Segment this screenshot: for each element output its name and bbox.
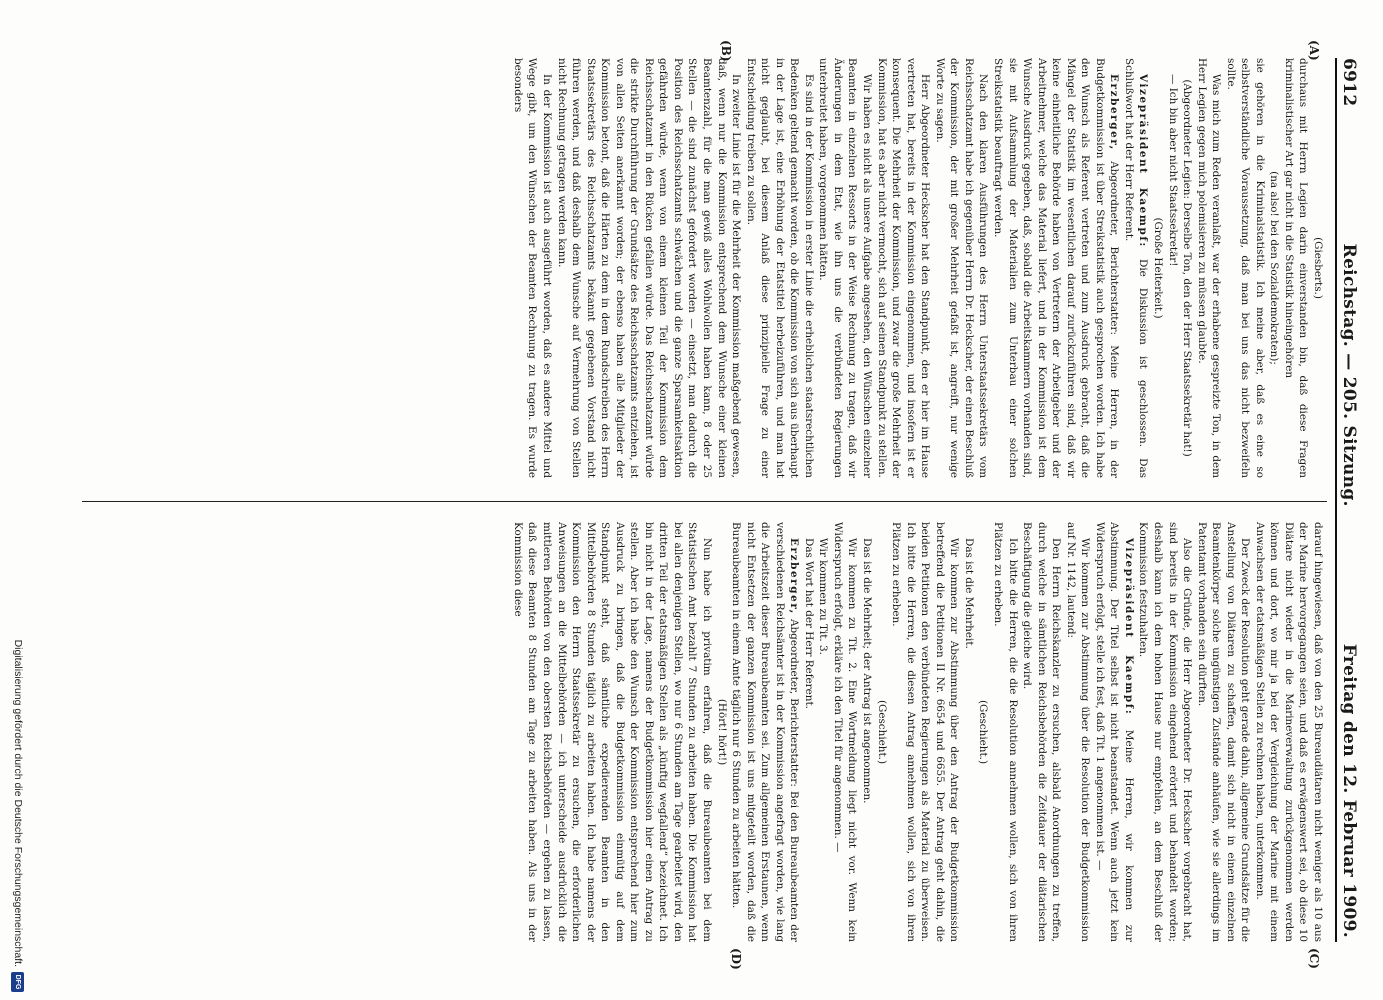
dfg-logo: DFG — [12, 972, 25, 992]
paragraph — [510, 522, 714, 942]
paragraph-text: (Geschieht.) — [875, 699, 888, 765]
page-date: Freitag den 12. Februar 1909. — [1339, 643, 1359, 938]
paragraph-text: — Ich bin aber nicht Staatssekretär! — [1166, 74, 1179, 267]
paragraph — [961, 522, 976, 942]
paragraph-text: Also die Gründe, die Herr Abgeordneter Dr. Heckscher vorgebracht hat, sind bereits in der Kommission eingehend erörtert und behandelt worden; deshalb kann ich dem hohen Hause nur empfehlen, an dem Beschluß der Kommission festzuhalten. — [1137, 522, 1194, 942]
speaker-name: Erzberger, — [788, 538, 801, 615]
paragraph — [990, 58, 1121, 478]
margin-marker-c: (C) — [1307, 948, 1321, 969]
paragraph-text: (Abgeordneter Legien: Derselbe Ton, den der Herr Staatssekretär hat!) — [1181, 79, 1194, 457]
paragraph-text: Es sind in der Kommission in erster Linie die erheblichen staatsrechtlichen Bedenken geltend gemacht worden, ob die Kommission von sich aus überhaupt in der Lage ist, eine Erhöhung der Etatstitel herbeizuführen, und man hat nicht geglaubt, bei diesem Anlaß diese prinzipielle Frage zu einer Entscheidung treiben zu sollen. — [744, 58, 815, 478]
paragraph — [1267, 58, 1282, 478]
paragraph-text: Abgeordneter, Berichterstatter: Bei den Bureaubeamten der verschiedenen Reichsämter ist in der Kommission angefragt worden, wie lang die Arbeitszeit dieser Bureaubeamten sei. Zum allgemeinen Erstaunen, wenn nicht Entsetzen der ganzen Kommission ist uns mitgeteilt worden, daß die Bureaubeamten in einem Amte täglich nur 6 Stunden zu arbeiten hätten. — [730, 522, 801, 942]
page-title: Reichstag. — 205. Sitzung. — [1339, 243, 1359, 507]
paragraph — [860, 522, 875, 942]
paragraph-text: darauf hingewiesen, daß von den 25 Bureaudiätaren nicht weniger als 10 aus der Marine hervorgegangen seien, und daß es erwägenswert sei, ob diese 10 Diätare nicht wieder in die Marineverwaltung zurückgenommen werden können und dort, wo mir ja bei der Vergleichung der Marine mit einem Anwachsen der etatsmäßigen Stellen zu rechnen haben, unterkommen. — [1253, 522, 1324, 942]
paragraph-text: Nach den klaren Ausführungen des Herrn Unterstaatssekretärs vom Reichsschatzamt habe ich gegenüber Herrn Dr. Heckscher, der einen Beschluß der Kommission, der mit großer Mehrheit gefaßt ist, angreift, nur wenige Worte zu sagen. — [933, 58, 990, 478]
text-column-right — [510, 522, 1325, 942]
paragraph — [990, 522, 1019, 942]
paragraph — [510, 58, 554, 478]
paragraph-text: Wir kommen zu Tit. 2. Eine Wortmeldung liegt nicht vor. Wenn kein Widerspruch erfolgt, erkläre ich den Titel für angenommen. — — [831, 522, 859, 942]
column-divider — [82, 501, 1327, 502]
paragraph-text: (Giesberts.) — [1312, 237, 1324, 299]
paragraph-text: Die Diskussion ist geschlossen. Das Schlußwort hat der Herr Referent. — [1122, 58, 1150, 478]
paragraph — [1310, 58, 1325, 478]
paragraph — [743, 58, 816, 478]
paragraph-text: Wir kommen zur Abstimmung über den Antrag der Budgetkommission betreffend die Petitionen II Nr. 6654 und 6655. Der Antrag geht dahin, die beiden Petitionen den verbündeten Regierungen als Material zu überweisen. Ich bitte die Herren, die diesen Antrag annehmen wollen, sich von ihren Plätzen zu erheben. — [890, 522, 961, 942]
text-column-left — [510, 58, 1325, 478]
paragraph-text: (Hört! hört!) — [715, 698, 728, 766]
paragraph — [874, 522, 889, 942]
paragraph — [1121, 58, 1150, 478]
paragraph — [1180, 58, 1195, 478]
paragraph — [1165, 58, 1180, 478]
paragraph-text: Nun habe ich privatim erfahren, daß die Bureaubeamten bei dem Statistischen Amt bezahlt 7 Stunden zu arbeiten haben. Die Kommission hat bei allen denjenigen Stellen, wo nur 6 Stunden am Tage gearbeitet wird, den dritten Teil der etatsmäßigen Stellen als „künftig wegfallend“ bezeichnet. Ich bin nicht in der Lage, namens der Budgetkommission hier einen Antrag zu stellen. Aber ich habe den Wunsch der Kommission entsprechend hier zum Ausdruck zu bringen, daß die Budgetkommission einmütig auf dem Standpunkt steht, daß sämtliche expedierenden Beamten in den Mittelbehörden 8 Stunden täglich zu arbeiten haben. Ich habe namens der Kommission den Herrn Staatssekretär zu ersuchen, die erforderlichen Anweisungen an die Mittelbehörden — ich unterscheide ausdrücklich die mittleren Behörden von den obersten Reichsbehörden — ergehen zu lassen, daß diese Beamten 8 Stunden am Tage zu arbeiten haben. Als uns in der Kommission diese — [511, 522, 714, 942]
paragraph-text: Was mich zum Reden veranlaßt, war der erhabene gespreizte Ton, in dem Herr Legien gegen mich polemisieren zu müssen glaubte. — [1195, 58, 1223, 478]
paragraph — [1063, 522, 1092, 942]
paragraph-text: Den Herrn Reichskanzler zu ersuchen, alsbald Anordnungen zu treffen, durch welche in sämtlichen Reichsbehörden die Zeitdauer der diätarischen Beschäftigung die gleiche wird. — [1021, 522, 1063, 942]
paragraph-text: Wir haben es nicht als unsere Aufgabe angesehen, den Wünschen einzelner Beamten in einzelnen Ressorts in der Weise Rechnung zu tragen, daß wir Änderungen in dem Etat, wie ihn uns die verbündeten Regierungen unterbreitet haben, vorgenommen hätten. — [817, 58, 874, 478]
paragraph — [976, 522, 991, 942]
paragraph — [1281, 58, 1310, 478]
paragraph-text: Das ist die Mehrheit. — [962, 538, 975, 649]
paragraph — [816, 522, 831, 942]
paragraph-text: Meine Herren, wir kommen zur Abstimmung. Der Titel selbst ist nicht beanstandet. Wenn auch jetzt kein Widerspruch erfolgt, stelle ich fest, daß Tit. 1 angenommen ist. — — [1093, 522, 1135, 942]
paragraph — [816, 58, 874, 478]
paragraph — [714, 522, 729, 942]
paragraph-text: (Geschieht.) — [977, 699, 990, 765]
paragraph — [889, 522, 962, 942]
paragraph — [830, 522, 859, 942]
paragraph-text: Abgeordneter, Berichterstatter: Meine Herren, in der Budgetkommission ist über Streikstatistik auch gesprochen worden. Ich habe den Wunsch als Referent vertreten und zum Ausdruck gebracht, daß die Mängel der Statistik im wesentlichen darauf zurückzuführen sind, daß wir keine einheitliche Behörde haben von Vertretern der Arbeitgeber und der Arbeitnehmer, welche das Material liefert, und in der Kommission ist dem Wunsche Ausdruck gegeben, daß, sobald die Arbeitskammern vorhanden sind, sie mit Aufsammlung der Materialien zum Unterbau einer solchen Streikstatistik beauftragt werden. — [991, 58, 1121, 478]
paragraph — [1194, 522, 1252, 942]
margin-marker-b: (B) — [719, 40, 733, 62]
paragraph-text: Das Wort hat der Herr Referent. — [802, 538, 815, 709]
page-header — [1339, 58, 1365, 938]
margin-marker-a: (A) — [1307, 40, 1321, 61]
paragraph-text: In der Kommission ist auch ausgeführt worden, daß es andere Mittel und Wege gibt, um den Wünschen der Beamten Rechnung zu tragen. Es wurde besonders — [511, 58, 554, 478]
page-footer — [7, 0, 29, 1000]
paragraph — [554, 58, 743, 478]
paragraph-text: Der Zweck der Resolution geht gerade dahin, allgemeine Grundsätze für die Anstellung von Diätaren zu schaffen, damit sich nicht in einem einzelnen Beamtenkörper solche ungünstigen Zustände anhäufen, wie sie allerdings im Patentamt vorhanden sein dürften. — [1195, 522, 1252, 942]
paragraph — [1136, 522, 1194, 942]
paragraph-text: Wir kommen zur Abstimmung über die Resolution der Budgetkommission auf Nr. 1142, lautend: — [1064, 522, 1092, 942]
paragraph-text: Wir kommen zu Tit. 3. — [817, 538, 830, 655]
paragraph-text: Herr Abgeordneter Heckscher hat den Standpunkt, den er hier im Hause vertreten hat, bereits in der Kommission eingenommen, und insofern ist er konsequent. Die Mehrheit der Kommission, und zwar die große Mehrheit der Kommission, hat es aber nicht vermocht, sich auf seinen Standpunkt zu stellen. — [875, 58, 932, 478]
paragraph — [1194, 58, 1223, 478]
paragraph-text: (Große Heiterkeit.) — [1151, 217, 1164, 319]
paragraph — [1092, 522, 1136, 942]
dfg-credit: Digitalisierung gefördert durch die Deutsche Forschungsgemeinschaft. — [12, 639, 24, 967]
paragraph-text: Das ist die Mehrheit; der Antrag ist angenommen. — [861, 538, 874, 804]
paragraph — [932, 58, 990, 478]
paragraph — [1150, 58, 1165, 478]
margin-marker-d: (D) — [729, 948, 743, 970]
paragraph — [1020, 522, 1064, 942]
speaker-name: Vizepräsident Kaempf: — [1137, 74, 1150, 248]
paragraph-text: (na also! bei den Sozialdemokraten); — [1268, 171, 1281, 365]
paragraph-text: In zweiter Linie ist für die Mehrheit der Kommission maßgebend gewesen, daß, wenn nur die Kommission entsprechend dem Wunsche einer kleinen Beamtenzahl, für die man gewiß alles Wohlwollen haben kann, 8 oder 25 Stellen — die sind zunächst gefordert worden — einsetzt, man dadurch die Position des Reichsschatzamts schwächen und die ganze Sparsamkeitsaktion gefährden würde, wenn von einem kleinen Teil der Kommission dem Reichsschatzamt in den Rücken gefallen würde. Das Reichsschatzamt würde die strikte Durchführung der Grundsätze des Reichsschatzamts entziehen, ist von allen Seiten anerkannt worden; der ebenso haben alle Mitglieder der Kommission betont, daß die Härten zu dem in dem Rundschreiben des Herrn Staatssekretärs des Reichsschatzamts bekannt gegebenen Vorstand nicht führen werden, und daß deshalb dem Wunsche auf Vermehrung von Stellen nicht Rechnung getragen werden kann. — [555, 58, 743, 478]
paragraph-text: sie gehören in die Kriminalstatistik. Ich meine aber, daß es eine so selbstverständliche Voraussetzung, daß man bei uns das nicht bezweifeln sollte. — [1224, 58, 1266, 478]
page-number: 6912 — [1339, 58, 1359, 107]
header-rule — [1335, 58, 1337, 942]
paragraph-text: durchaus mit Herrn Legien darin einverstanden bin, daß diese Fragen kriminalistischer Art gar nicht in die Statistik hineingehören — [1282, 58, 1310, 478]
speaker-name: Erzberger, — [1108, 74, 1121, 151]
paragraph-text: Ich bitte die Herren, die die Resolution annehmen wollen, sich von ihren Plätzen zu erheben. — [991, 522, 1019, 942]
paragraph — [801, 522, 816, 942]
paragraph — [874, 58, 932, 478]
paragraph — [1223, 58, 1267, 478]
paragraph — [729, 522, 802, 942]
paragraph — [1252, 522, 1325, 942]
speaker-name: Vizepräsident Kaempf: — [1122, 538, 1135, 716]
